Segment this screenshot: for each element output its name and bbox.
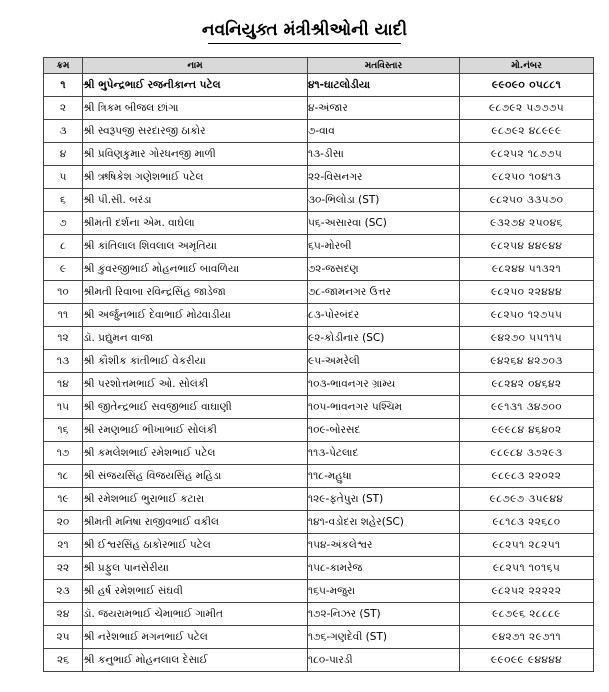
row-constituency: ૩૦-ભિલોડા (ST) bbox=[308, 189, 460, 212]
row-constituency: ૧૧૩-પેટલાદ bbox=[308, 442, 460, 465]
row-mobile: ૯૯૦૯૯ ૯૪૪૪૪ bbox=[460, 649, 594, 672]
row-constituency: ૪૧-ઘાટલોડીયા bbox=[308, 74, 460, 97]
row-sr: ૧૨ bbox=[44, 327, 83, 350]
row-sr: ૨૧ bbox=[44, 534, 83, 557]
row-sr: ૨૩ bbox=[44, 580, 83, 603]
row-name: શ્રી રમેશભાઈ ભુરાભાઈ કટારા bbox=[83, 488, 308, 511]
row-mobile: ૯૮૧૮૩ ૨૨૬૮૦ bbox=[460, 511, 594, 534]
row-sr: ૨૫ bbox=[44, 626, 83, 649]
row-name: શ્રી ઈશ્વરસિંહ ઠાકોરભાઈ પટેલ bbox=[83, 534, 308, 557]
row-sr: ૨૪ bbox=[44, 603, 83, 626]
row-name: શ્રી કાંતિલાલ શિવલાલ અમૃતિયા bbox=[83, 235, 308, 258]
row-name: શ્રી જીતેન્દ્રભાઈ સવજીભાઈ વાઘાણી bbox=[83, 396, 308, 419]
ministers-table bbox=[43, 57, 594, 672]
row-name: ડૉ. જયરામભાઈ ચેમાભાઈ ગામીત bbox=[83, 603, 308, 626]
row-name: શ્રી કનુભાઈ મોહનલાલ દેસાઈ bbox=[83, 649, 308, 672]
row-mobile: ૯૮૭૯૬ ૨૮૮૮૯ bbox=[460, 603, 594, 626]
row-mobile: ૯૮૨૫૦ ૨૨૪૪૪ bbox=[460, 281, 594, 304]
header-constituency: મતવિસ્તાર bbox=[308, 58, 460, 74]
row-name: શ્રી ભુપેન્દ્રભાઈ રજનીકાન્ત પટેલ bbox=[83, 74, 308, 97]
row-name: શ્રીમતી મનિષા રાજીવભાઈ વકીલ bbox=[83, 511, 308, 534]
table-row bbox=[44, 166, 594, 189]
row-sr: ૨ bbox=[44, 97, 83, 120]
table-row bbox=[44, 97, 594, 120]
table-row bbox=[44, 120, 594, 143]
row-name: શ્રી પી.સી. બરંડા bbox=[83, 189, 308, 212]
table-row bbox=[44, 304, 594, 327]
table-body bbox=[44, 74, 594, 672]
row-name: શ્રી પ્રફુલ પાનસેરીયા bbox=[83, 557, 308, 580]
row-constituency: ૧૦૫-ભાવનગર પશ્ચિમ bbox=[308, 396, 460, 419]
row-sr: ૨૦ bbox=[44, 511, 83, 534]
row-name: શ્રી સ્વરૂપજી સરદારજી ઠાકોર bbox=[83, 120, 308, 143]
row-sr: ૭ bbox=[44, 212, 83, 235]
row-sr: ૧૯ bbox=[44, 488, 83, 511]
row-name: ડૉ. પ્રદ્યુમન વાજા bbox=[83, 327, 308, 350]
row-name: શ્રી પરશોત્તમભાઈ ઓ. સોલંકી bbox=[83, 373, 308, 396]
header-mobile: મો.નંબર bbox=[460, 58, 594, 74]
row-sr: ૬ bbox=[44, 189, 83, 212]
row-sr: ૧૧ bbox=[44, 304, 83, 327]
row-sr: ૧૪ bbox=[44, 373, 83, 396]
row-constituency: ૧૦૯-બોરસદ bbox=[308, 419, 460, 442]
table-row bbox=[44, 258, 594, 281]
row-constituency: ૫૬-અસારવા (SC) bbox=[308, 212, 460, 235]
row-constituency: ૮૩-પોરબંદર bbox=[308, 304, 460, 327]
row-sr: ૧૫ bbox=[44, 396, 83, 419]
row-constituency: ૬૫-મોરબી bbox=[308, 235, 460, 258]
row-name: શ્રી હર્ષ રમેશભાઈ સંઘવી bbox=[83, 580, 308, 603]
table-row bbox=[44, 235, 594, 258]
row-sr: ૪ bbox=[44, 143, 83, 166]
table-row bbox=[44, 442, 594, 465]
table-row bbox=[44, 557, 594, 580]
row-constituency: ૯૨-કોડીનાર (SC) bbox=[308, 327, 460, 350]
page-title: નવનિયુક્ત મંત્રીશ્રીઓની યાદી bbox=[201, 20, 408, 40]
table-row bbox=[44, 465, 594, 488]
row-name: શ્રી રમણભાઈ ભીખાભાઈ સોલંકી bbox=[83, 419, 308, 442]
row-name: શ્રી સંજયસિંહ વિજયસિંહ મહિડા bbox=[83, 465, 308, 488]
row-mobile: ૯૮૨૪૨ ૦૪૬૪૨ bbox=[460, 373, 594, 396]
header-sr: ક્રમ bbox=[44, 58, 83, 74]
row-constituency: ૧૦૩-ભાવનગર ગ્રામ્ય bbox=[308, 373, 460, 396]
row-mobile: ૯૮૭૯૭ ૩૫૯૪૪ bbox=[460, 488, 594, 511]
row-mobile: ૯૮૯૮૩ ૨૨૦૨૨ bbox=[460, 465, 594, 488]
row-mobile: ૯૮૨૪૪ ૫૧૩૨૧ bbox=[460, 258, 594, 281]
row-mobile: ૯૮૭૯૨ ૫૭૭૭૫ bbox=[460, 97, 594, 120]
row-mobile: ૯૪૨૭૧ ૨૯૭૧૧ bbox=[460, 626, 594, 649]
table-row bbox=[44, 603, 594, 626]
row-constituency: ૧૮૦-પારડી bbox=[308, 649, 460, 672]
table-row bbox=[44, 373, 594, 396]
row-sr: ૧૭ bbox=[44, 442, 83, 465]
row-sr: ૧૦ bbox=[44, 281, 83, 304]
row-constituency: ૨૨-વિસનગર bbox=[308, 166, 460, 189]
row-name: શ્રી પ્રવિણકુમાર ગોરધનજી માળી bbox=[83, 143, 308, 166]
row-mobile: ૯૯૦૯૦ ૦૫૮૮૧ bbox=[460, 74, 594, 97]
table-row bbox=[44, 488, 594, 511]
table-row bbox=[44, 212, 594, 235]
row-sr: ૧૩ bbox=[44, 350, 83, 373]
row-mobile: ૯૪૨૬૪ ૪૨૭૦૩ bbox=[460, 350, 594, 373]
row-constituency: ૭૮-જામનગર ઉત્તર bbox=[308, 281, 460, 304]
row-constituency: ૯૫-અમરેલી bbox=[308, 350, 460, 373]
table-row bbox=[44, 74, 594, 97]
row-name: શ્રી કમલેશભાઈ રમેશભાઈ પટેલ bbox=[83, 442, 308, 465]
row-constituency: ૪-અંજાર bbox=[308, 97, 460, 120]
row-constituency: ૧૫૪-અંકલેશ્વર bbox=[308, 534, 460, 557]
row-constituency: ૧૭૬-ગણદેવી (ST) bbox=[308, 626, 460, 649]
table-row bbox=[44, 189, 594, 212]
row-name: શ્રી ત્રિકમ બીજલ છાંગા bbox=[83, 97, 308, 120]
row-name: શ્રી કૌશીક કાંતીભાઈ વેકરીયા bbox=[83, 350, 308, 373]
row-constituency: ૧૩-ડીસા bbox=[308, 143, 460, 166]
table-row bbox=[44, 580, 594, 603]
table-row bbox=[44, 511, 594, 534]
row-sr: ૩ bbox=[44, 120, 83, 143]
row-mobile: ૯૩૨૭૪ ૨૫૦૪૬ bbox=[460, 212, 594, 235]
row-constituency: ૧૪૧-વડોદરા શહેર(SC) bbox=[308, 511, 460, 534]
row-sr: ૨૬ bbox=[44, 649, 83, 672]
table-row bbox=[44, 626, 594, 649]
row-sr: ૯ bbox=[44, 258, 83, 281]
row-sr: ૧૮ bbox=[44, 465, 83, 488]
row-mobile: ૯૮૭૯૨ ૪૮૯૯૯ bbox=[460, 120, 594, 143]
row-name: શ્રી અર્જુનભાઈ દેવાભાઈ મોઢવાડીયા bbox=[83, 304, 308, 327]
row-sr: ૮ bbox=[44, 235, 83, 258]
title-underline bbox=[208, 43, 401, 44]
row-constituency: ૧૭૨-નિઝર (ST) bbox=[308, 603, 460, 626]
row-name: શ્રી નરેશભાઈ મગનભાઈ પટેલ bbox=[83, 626, 308, 649]
row-mobile: ૯૮૨૫૪ ૪૪૯૪૪ bbox=[460, 235, 594, 258]
row-name: શ્રીમતી રિવાબા રવિન્દ્રસિંહ જાડેજા bbox=[83, 281, 308, 304]
row-mobile: ૯૯૧૩૧ ૩૪૭૦૦ bbox=[460, 396, 594, 419]
row-mobile: ૯૮૨૫૧ ૨૮૨૫૧ bbox=[460, 534, 594, 557]
row-name: શ્રી કુંવરજીભાઈ મોહનભાઈ બાવળિયા bbox=[83, 258, 308, 281]
table-header-row bbox=[44, 58, 594, 74]
row-constituency: ૧૨૯-ફતેપુરા (ST) bbox=[308, 488, 460, 511]
row-sr: ૨૨ bbox=[44, 557, 83, 580]
row-constituency: ૭-વાવ bbox=[308, 120, 460, 143]
table-row bbox=[44, 419, 594, 442]
row-mobile: ૯૮૨૫૧ ૧૦૧૬૫ bbox=[460, 557, 594, 580]
row-mobile: ૯૮૨૫૦ ૧૦૪૧૩ bbox=[460, 166, 594, 189]
table-row bbox=[44, 396, 594, 419]
row-constituency: ૧૫૮-કામરેજ bbox=[308, 557, 460, 580]
row-constituency: ૧૬૫-મજુરા bbox=[308, 580, 460, 603]
row-constituency: ૭૨-જસદણ bbox=[308, 258, 460, 281]
row-sr: ૧ bbox=[44, 74, 83, 97]
header-name: નામ bbox=[83, 58, 308, 74]
row-name: શ્રી ઋષિકેશ ગણેશભાઈ પટેલ bbox=[83, 166, 308, 189]
row-mobile: ૯૮૯૮૪ ૩૭૨૯૩ bbox=[460, 442, 594, 465]
table-row bbox=[44, 350, 594, 373]
row-mobile: ૯૪૨૭૦ ૫૫૧૧૫ bbox=[460, 327, 594, 350]
row-name: શ્રીમતી દર્શના એમ. વાઘેલા bbox=[83, 212, 308, 235]
row-mobile: ૯૮૨૫૦ ૧૨૭૫૫ bbox=[460, 304, 594, 327]
row-mobile: ૯૯૯૮૪ ૪૬૪૦૨ bbox=[460, 419, 594, 442]
table-row bbox=[44, 143, 594, 166]
row-constituency: ૧૧૮-મહુધા bbox=[308, 465, 460, 488]
table-row bbox=[44, 327, 594, 350]
row-sr: ૧૬ bbox=[44, 419, 83, 442]
table-row bbox=[44, 534, 594, 557]
table-row bbox=[44, 649, 594, 672]
table-row bbox=[44, 281, 594, 304]
row-sr: ૫ bbox=[44, 166, 83, 189]
row-mobile: ૯૮૨૫૨ ૧૮૭૭૫ bbox=[460, 143, 594, 166]
row-mobile: ૯૮૨૫૦ ૩૩૫૭૦ bbox=[460, 189, 594, 212]
row-mobile: ૯૮૨૫૨ ૨૨૨૨૨ bbox=[460, 580, 594, 603]
